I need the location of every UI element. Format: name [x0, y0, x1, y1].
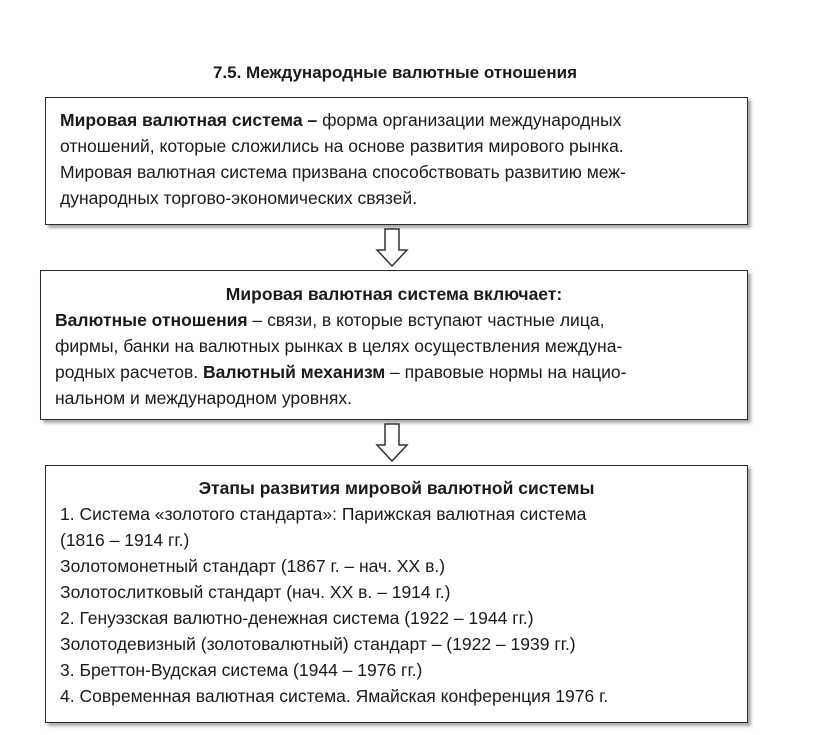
- components-text-3b: – правовые нормы на нацио-: [385, 362, 627, 382]
- definition-line-2: отношений, которые сложились на основе развития мирового рынка.: [60, 136, 624, 156]
- stage-item: Золотослитковый стандарт (нач. XX в. – 1914 г.): [60, 582, 451, 602]
- stage-item: 4. Современная валютная система. Ямайская конференция 1976 г.: [60, 686, 609, 706]
- components-box: [40, 270, 748, 420]
- stage-item: Золотодевизный (золотовалютный) стандарт – (1922 – 1939 гг.): [60, 634, 576, 654]
- components-term-2: Валютный механизм: [203, 362, 386, 382]
- definition-line-4: дународных торгово-экономических связей.: [60, 188, 418, 208]
- definition-line-3: Мировая валютная система призвана способствовать развитию меж-: [60, 162, 626, 182]
- components-line-2: фирмы, банки на валютных рынках в целях осуществления междуна-: [55, 336, 623, 356]
- stages-heading: Этапы развития мировой валютной системы: [198, 478, 595, 498]
- components-heading: Мировая валютная система включает:: [225, 284, 563, 304]
- components-term-1: Валютные отношения: [55, 310, 248, 330]
- components-line-4: нальном и международном уровнях.: [55, 388, 352, 408]
- definition-line-1: [60, 107, 733, 133]
- components-line-1: [55, 307, 733, 333]
- components-text-1: – связи, в которые вступают частные лица,: [247, 310, 605, 330]
- diagram-title: 7.5. Международные валютные отношения: [212, 63, 578, 82]
- components-text-3a: родных расчетов.: [55, 362, 204, 382]
- components-line-3: [55, 359, 733, 385]
- definition-box: [45, 97, 748, 225]
- stage-item: (1816 – 1914 гг.): [60, 530, 190, 550]
- stage-item: 2. Генуэзская валютно-денежная система (1922 – 1944 гг.): [60, 608, 534, 628]
- stage-item: 1. Система «золотого стандарта»: Парижская валютная система: [60, 504, 587, 524]
- definition-text-1: форма организации международных: [322, 110, 622, 130]
- definition-term: Мировая валютная система: [60, 110, 303, 130]
- stage-item: Золотомонетный стандарт (1867 г. – нач. XX в.): [60, 556, 446, 576]
- definition-dash: –: [302, 110, 323, 130]
- stages-box: [45, 465, 748, 723]
- down-arrow-icon: [375, 228, 409, 268]
- stage-item: 3. Бреттон-Вудская система (1944 – 1976 гг.): [60, 660, 423, 680]
- down-arrow-icon: [375, 423, 409, 463]
